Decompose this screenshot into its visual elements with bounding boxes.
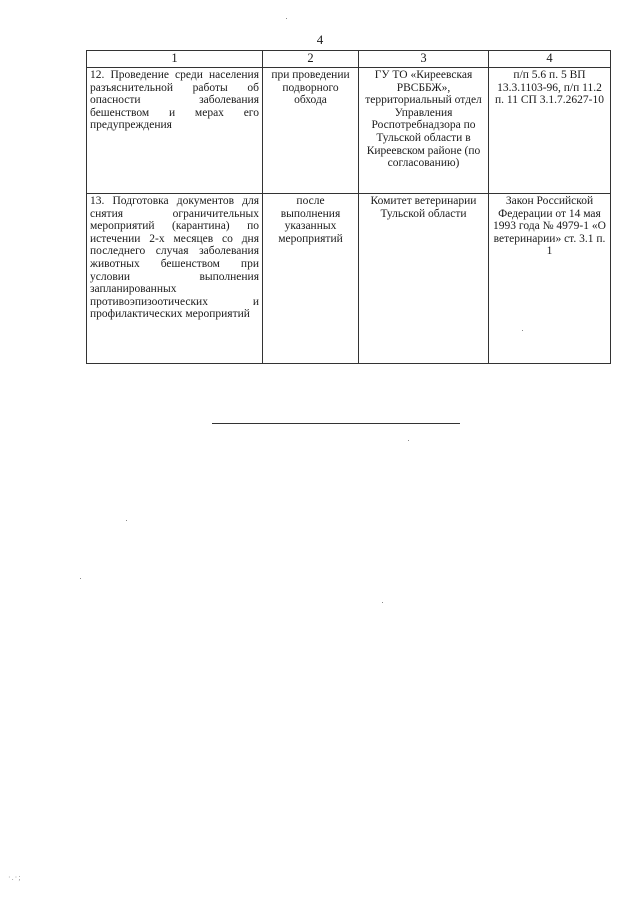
executor-cell: Комитет ветеринарии Тульской области: [359, 194, 489, 364]
table-header-row: [87, 51, 611, 68]
margin-mark: ·.·;: [8, 873, 22, 882]
measure-cell: 13. Подготовка документов для снятия ограничительных мероприятий (карантина) по истечении 2-х месяцев со дня последнего случая заболевания животных бешенством при условии выполнения запланированных противоэпизоотических и профилактических мероприятий: [87, 194, 263, 364]
table-row: [87, 194, 611, 364]
column-header-2: 2: [263, 51, 359, 68]
table-row: [87, 68, 611, 194]
column-header-3: 3: [359, 51, 489, 68]
closing-rule: [212, 423, 460, 424]
scan-speck: [522, 330, 523, 331]
page-number: 4: [316, 32, 324, 47]
scan-speck: [286, 18, 287, 19]
column-header-4: 4: [489, 51, 611, 68]
term-cell: после выполнения указанных мероприятий: [263, 194, 359, 364]
column-header-1: 1: [87, 51, 263, 68]
basis-cell: Закон Российской Федерации от 14 мая 1993 года № 4979-1 «О ветеринарии» ст. 3.1 п. 1: [489, 194, 611, 364]
measure-cell: 12. Проведение среди населения разъяснительной работы об опасности заболевания бешенством и мерах его предупреждения: [87, 68, 263, 194]
executor-cell: ГУ ТО «Киреевская РВСББЖ», территориальный отдел Управления Роспотребнадзора по Тульской области в Киреевском районе (по согласованию): [359, 68, 489, 194]
scan-speck: [408, 440, 409, 441]
term-cell: при проведении подворного обхода: [263, 68, 359, 194]
basis-cell: п/п 5.6 п. 5 ВП 13.3.1103-96, п/п 11.2 п. 11 СП 3.1.7.2627-10: [489, 68, 611, 194]
scan-speck: [126, 520, 127, 521]
scan-speck: [382, 602, 383, 603]
measures-table: [86, 50, 611, 364]
scan-speck: [80, 578, 81, 579]
